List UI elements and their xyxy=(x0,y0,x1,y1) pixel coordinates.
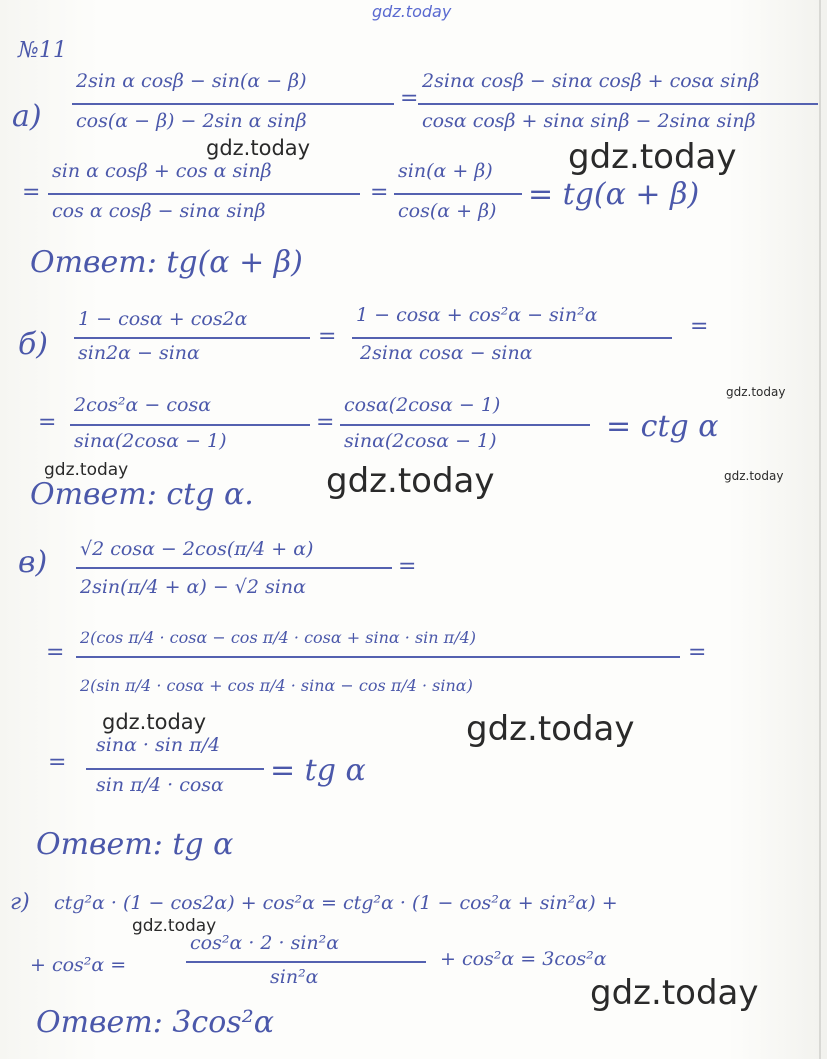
watermark: gdz.today xyxy=(466,709,635,749)
part-a-num4: sin(α + β) xyxy=(398,160,493,182)
fraction-bar xyxy=(86,768,264,770)
fraction-bar xyxy=(76,656,680,658)
equals-sign: = xyxy=(38,410,57,435)
part-b-num3: 2cos²α − cosα xyxy=(74,394,212,416)
part-v-den1: 2sin(π/4 + α) − √2 sinα xyxy=(80,576,306,598)
watermark: gdz.today xyxy=(590,973,759,1013)
watermark: gdz.today xyxy=(44,460,129,480)
site-header: gdz.today xyxy=(372,2,452,21)
part-g-answer: Ответ: 3cos²α xyxy=(36,1005,274,1040)
watermark: gdz.today xyxy=(726,385,786,399)
part-a-num3: sin α cosβ + cos α sinβ xyxy=(52,160,272,182)
part-a-num2: 2sinα cosβ − sinα cosβ + cosα sinβ xyxy=(422,70,760,92)
part-v-den2: 2(sin π/4 · cosα + cos π/4 · sinα − cos π/4 · sinα) xyxy=(80,676,473,695)
part-b-result: = ctg α xyxy=(606,409,719,444)
equals-sign: = xyxy=(48,750,67,775)
watermark: gdz.today xyxy=(102,710,207,734)
part-a-answer: Ответ: tg(α + β) xyxy=(30,245,303,280)
part-v-num3: sinα · sin π/4 xyxy=(96,734,221,756)
part-g-frac-num: cos²α · 2 · sin²α xyxy=(190,932,340,954)
page-edge xyxy=(819,0,821,1059)
part-a-den3: cos α cosβ − sinα sinβ xyxy=(52,200,266,222)
equals-sign: = xyxy=(688,640,707,665)
fraction-bar xyxy=(76,567,392,569)
fraction-bar xyxy=(72,103,394,105)
part-a-den2: cosα cosβ + sinα sinβ − 2sinα sinβ xyxy=(422,110,756,132)
equals-sign: = xyxy=(316,410,335,435)
equals-sign: = xyxy=(318,324,337,349)
fraction-bar xyxy=(70,424,310,426)
part-b-num4: cosα(2cosα − 1) xyxy=(344,394,501,416)
equals-sign: = xyxy=(400,86,419,111)
watermark: gdz.today xyxy=(568,137,737,177)
part-b-num2: 1 − cosα + cos²α − sin²α xyxy=(356,304,598,326)
equals-sign: = xyxy=(690,314,709,339)
equals-sign: = xyxy=(398,554,417,579)
part-v-num2: 2(cos π/4 · cosα − cos π/4 · cosα + sinα · sin π/4) xyxy=(80,628,477,647)
part-v-num1: √2 cosα − 2cos(π/4 + α) xyxy=(80,538,314,560)
fraction-bar xyxy=(48,193,360,195)
part-a-num1: 2sin α cosβ − sin(α − β) xyxy=(76,70,307,92)
part-g-frac-den: sin²α xyxy=(270,966,319,988)
part-b-num1: 1 − cosα + cos2α xyxy=(78,308,248,330)
part-v-result: = tg α xyxy=(270,753,366,788)
part-g-line2-right: + cos²α = 3cos²α xyxy=(440,948,607,970)
fraction-bar xyxy=(74,337,310,339)
part-g-label: г) xyxy=(10,890,30,915)
watermark: gdz.today xyxy=(206,136,311,160)
fraction-bar xyxy=(418,103,818,105)
equals-sign: = xyxy=(46,640,65,665)
watermark: gdz.today xyxy=(326,461,495,501)
watermark: gdz.today xyxy=(132,916,217,936)
problem-number: №11 xyxy=(18,38,67,63)
part-a-den4: cos(α + β) xyxy=(398,200,497,222)
part-g-line1: ctg²α · (1 − cos2α) + cos²α = ctg²α · (1 − cos²α + sin²α) + xyxy=(54,892,618,914)
part-a-den1: cos(α − β) − 2sin α sinβ xyxy=(76,110,307,132)
part-v-answer: Ответ: tg α xyxy=(36,827,234,862)
part-b-den1: sin2α − sinα xyxy=(78,342,200,364)
part-g-line2-left: + cos²α = xyxy=(30,954,127,976)
equals-sign: = xyxy=(370,180,389,205)
part-a-label: а) xyxy=(12,99,42,134)
fraction-bar xyxy=(186,961,426,963)
part-v-den3: sin π/4 · cosα xyxy=(96,774,224,796)
part-b-answer: Ответ: ctg α. xyxy=(30,477,254,512)
part-a-result: = tg(α + β) xyxy=(528,177,700,212)
part-v-label: в) xyxy=(18,545,48,580)
part-b-den2: 2sinα cosα − sinα xyxy=(360,342,533,364)
part-b-den4: sinα(2cosα − 1) xyxy=(344,430,497,452)
part-b-den3: sinα(2cosα − 1) xyxy=(74,430,227,452)
equals-sign: = xyxy=(22,180,41,205)
watermark: gdz.today xyxy=(724,469,784,483)
fraction-bar xyxy=(394,193,522,195)
part-b-label: б) xyxy=(18,327,49,362)
fraction-bar xyxy=(340,424,590,426)
fraction-bar xyxy=(352,337,672,339)
